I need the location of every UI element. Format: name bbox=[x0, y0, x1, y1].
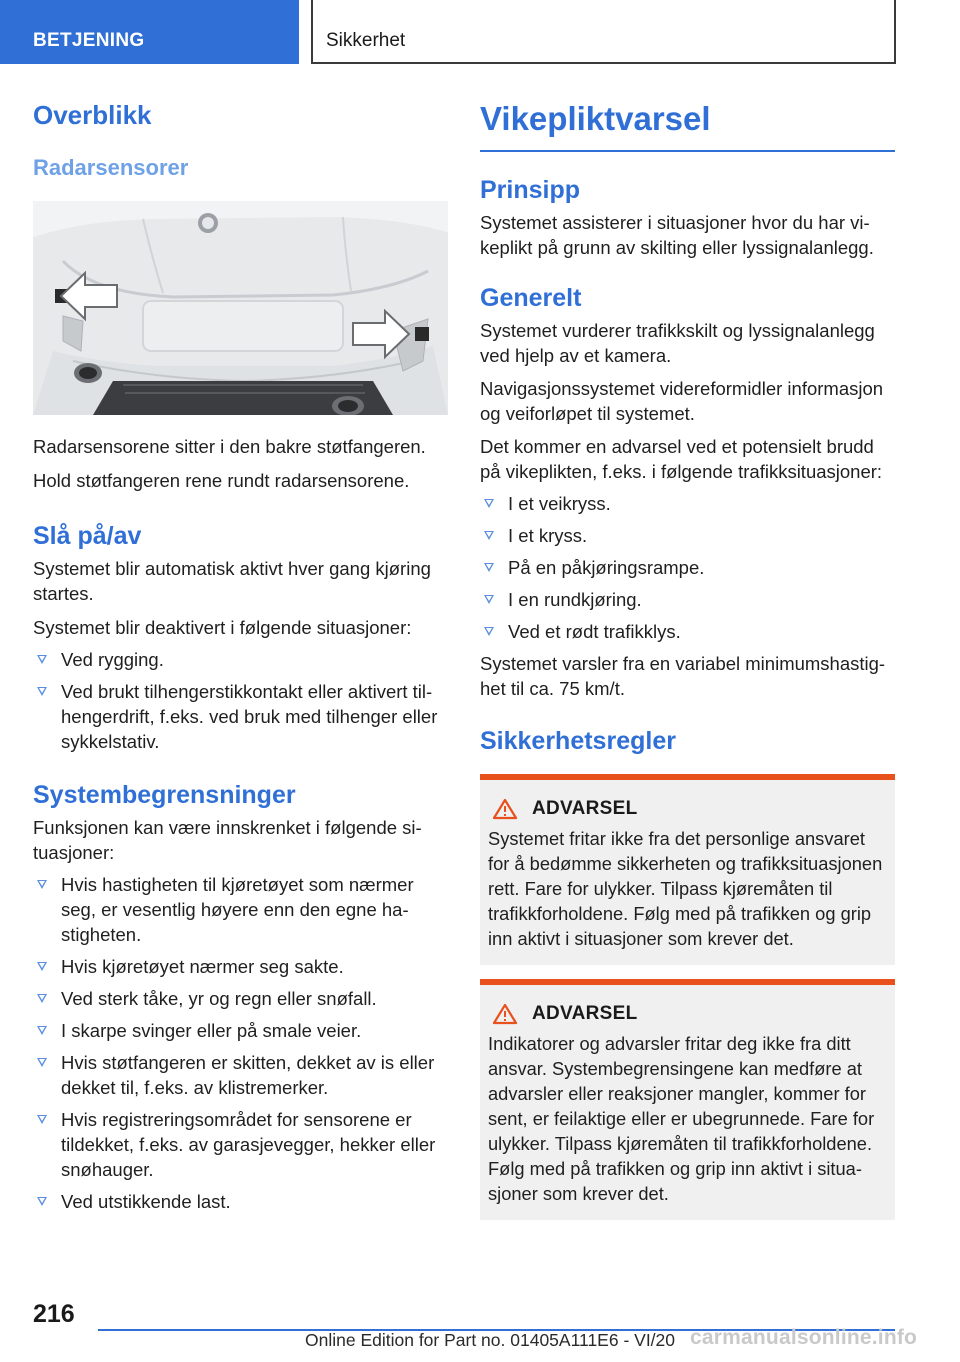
list-item: Hvis hastigheten til kjøretøyet som nærmer seg, er vesentlig høyere enn den egne hastigheten. bbox=[33, 872, 448, 947]
warning-box-1 bbox=[480, 774, 895, 965]
warning-box-2 bbox=[480, 979, 895, 1220]
warning-triangle-icon bbox=[492, 1003, 518, 1025]
warning-text: Systemet fritar ikke fra det personlige ansvaret for å bedømme sikkerheten og trafikksituasjonen rett. Fare for ulykker. Tilpass kjøremåten til trafikkforholdene. Følg med på trafikken og grip inn aktivt i situasjoner som krever det. bbox=[488, 828, 883, 949]
bullet-triangle-icon bbox=[37, 880, 47, 889]
bullet-triangle-icon bbox=[37, 1197, 47, 1206]
radar-title: Radarsensorer bbox=[33, 155, 189, 180]
radar-paragraph-1: Radarsensorene sitter i den bakre støtfangeren. bbox=[33, 436, 426, 457]
list-item: Hvis registreringsområdet for sensorene er tildekket, f.eks. av garasjevegger, hekker eller snøhauger. bbox=[33, 1107, 448, 1182]
bullet-triangle-icon bbox=[37, 655, 47, 664]
section-tab: BETJENING bbox=[0, 0, 299, 64]
warning-label: ADVARSEL bbox=[532, 1003, 638, 1024]
list-item: Hvis kjøretøyet nærmer seg sakte. bbox=[33, 954, 448, 979]
bullet-triangle-icon bbox=[37, 687, 47, 696]
bullet-triangle-icon bbox=[37, 1058, 47, 1067]
general-title: Generelt bbox=[480, 284, 582, 312]
section-name: Sikkerhet bbox=[311, 0, 896, 64]
radar-paragraph-2: Hold støtfangeren rene rundt radarsensorene. bbox=[33, 470, 410, 491]
car-rear-illustration bbox=[33, 201, 448, 415]
limits-list bbox=[33, 872, 448, 1214]
bullet-triangle-icon bbox=[484, 627, 494, 636]
list-item: Hvis støtfangeren er skitten, dekket av is eller dekket til, f.eks. av klistremerker. bbox=[33, 1050, 448, 1100]
bullet-triangle-icon bbox=[484, 499, 494, 508]
warning-triangle-icon bbox=[492, 798, 518, 820]
bullet-triangle-icon bbox=[484, 563, 494, 572]
warning-text: Indikatorer og advarsler fritar deg ikke fra ditt ansvar. Systembegrensingene kan medføre at advarsler eller reaksjoner mangler, kommer for sent, er feilaktige eller er ubegrunnede. Fare for ulykker. Tilpass kjøremåten til trafikkforholdene. Følg med på trafikken og grip inn aktivt i situasjoner som krever det. bbox=[488, 1033, 875, 1204]
general-paragraph-3: Det kommer en advarsel ved et potensielt brudd på vikeplikten, f.eks. i følgende trafikksituasjoner: bbox=[480, 436, 883, 482]
general-list bbox=[480, 491, 895, 644]
bullet-triangle-icon bbox=[37, 1115, 47, 1124]
warning-header bbox=[492, 1003, 887, 1025]
limits-paragraph-1: Funksjonen kan være innskrenket i følgende situasjoner: bbox=[33, 817, 422, 863]
list-item: Ved utstikkende last. bbox=[33, 1189, 448, 1214]
list-item: Ved rygging. bbox=[33, 647, 448, 672]
limits-title: Systembegrensninger bbox=[33, 781, 296, 809]
list-item: I et veikryss. bbox=[480, 491, 895, 516]
bullet-triangle-icon bbox=[484, 531, 494, 540]
list-item: På en påkjøringsrampe. bbox=[480, 555, 895, 580]
general-paragraph-1: Systemet vurderer trafikkskilt og lyssignalanlegg ved hjelp av et kamera. bbox=[480, 320, 875, 366]
list-item: Ved sterk tåke, yr og regn eller snøfall. bbox=[33, 986, 448, 1011]
general-paragraph-4: Systemet varsler fra en variabel minimumshastighet til ca. 75 km/t. bbox=[480, 653, 886, 699]
safety-title: Sikkerhetsregler bbox=[480, 727, 676, 755]
bullet-triangle-icon bbox=[37, 1026, 47, 1035]
warning-label: ADVARSEL bbox=[532, 798, 638, 819]
principle-paragraph: Systemet assisterer i situasjoner hvor du har vikeplikt på grunn av skilting eller lyssignalanlegg. bbox=[480, 212, 874, 258]
edition-text: Online Edition for Part no. 01405A111E6 - VI/20 bbox=[305, 1330, 676, 1350]
bullet-triangle-icon bbox=[484, 595, 494, 604]
onoff-title: Slå på/av bbox=[33, 522, 142, 550]
overview-title: Overblikk bbox=[33, 100, 152, 130]
onoff-list bbox=[33, 647, 448, 754]
list-item: I en rundkjøring. bbox=[480, 587, 895, 612]
principle-title: Prinsipp bbox=[480, 176, 581, 204]
page-number: 216 bbox=[33, 1300, 75, 1328]
bullet-triangle-icon bbox=[37, 994, 47, 1003]
list-item: Ved et rødt trafikklys. bbox=[480, 619, 895, 644]
list-item: I skarpe svinger eller på smale veier. bbox=[33, 1018, 448, 1043]
warning-header bbox=[492, 798, 887, 820]
onoff-paragraph-1: Systemet blir automatisk aktivt hver gang kjøring startes. bbox=[33, 558, 431, 604]
onoff-paragraph-2: Systemet blir deaktivert i følgende situasjoner: bbox=[33, 617, 412, 638]
watermark: carmanualsonline.info bbox=[690, 1326, 918, 1349]
main-title: Vikepliktvarsel bbox=[480, 100, 895, 152]
rear-bumper-photo bbox=[33, 201, 448, 415]
right-column bbox=[480, 100, 895, 1220]
general-paragraph-2: Navigasjonssystemet videreformidler informasjon og veiforløpet til systemet. bbox=[480, 378, 884, 424]
list-item: I et kryss. bbox=[480, 523, 895, 548]
left-column bbox=[33, 100, 448, 1212]
list-item: Ved brukt tilhengerstikkontakt eller aktivert tilhengerdrift, f.eks. ved bruk med tilhenger eller sykkelstativ. bbox=[33, 679, 448, 754]
bullet-triangle-icon bbox=[37, 962, 47, 971]
